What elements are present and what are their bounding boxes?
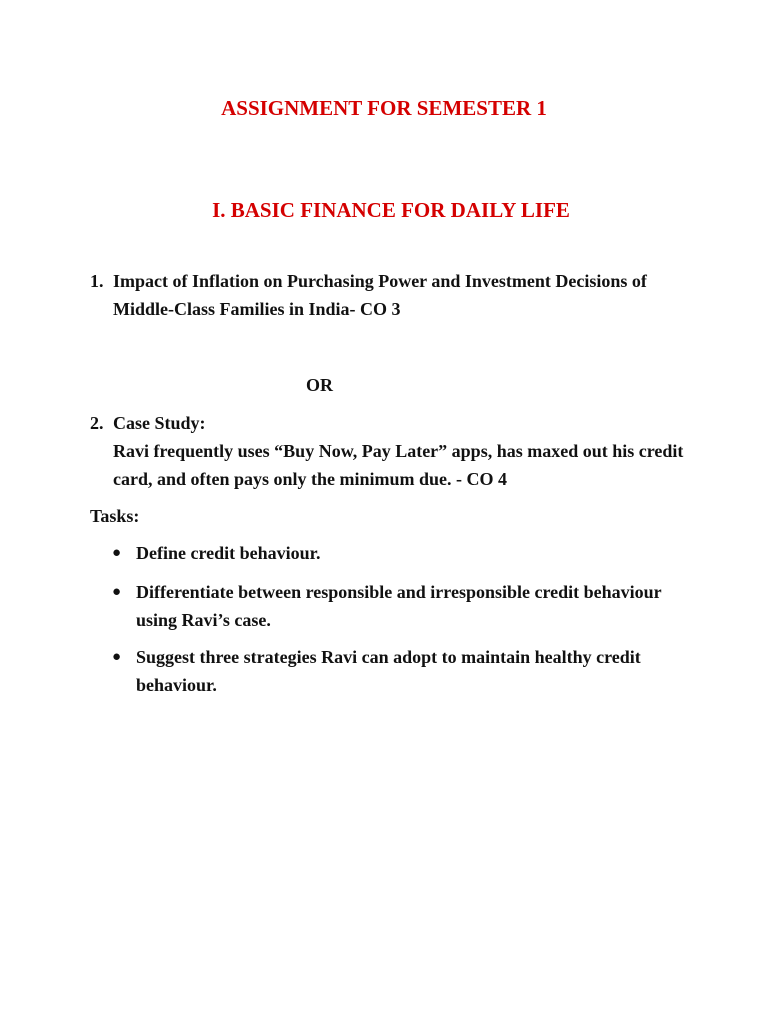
or-separator: OR: [306, 375, 333, 395]
bullet-icon: ●: [112, 649, 122, 665]
question-2-body: [113, 409, 690, 493]
task-item: [112, 539, 672, 567]
task-text: Suggest three strategies Ravi can adopt to maintain healthy credit behaviour.: [136, 647, 641, 695]
question-2: [90, 409, 690, 493]
bullet-icon: ●: [112, 584, 122, 600]
case-study-text: Ravi frequently uses “Buy Now, Pay Later” apps, has maxed out his credit card, and often pays only the minimum due. - CO 4: [113, 441, 684, 489]
task-item: [112, 578, 672, 634]
question-1-text: Impact of Inflation on Purchasing Power and Investment Decisions of Middle-Class Families in India- CO 3: [113, 271, 647, 319]
bullet-icon: ●: [112, 545, 122, 561]
case-study-heading: Case Study:: [113, 413, 206, 433]
section-title: I. BASIC FINANCE FOR DAILY LIFE: [212, 198, 570, 222]
task-text: Define credit behaviour.: [136, 543, 321, 563]
tasks-label: Tasks:: [90, 506, 140, 526]
question-1: [90, 267, 690, 323]
task-text: Differentiate between responsible and irresponsible credit behaviour using Ravi’s case.: [136, 582, 662, 630]
task-item: [112, 643, 672, 699]
question-2-number: 2.: [90, 413, 104, 433]
question-1-number: 1.: [90, 271, 104, 291]
assignment-title: ASSIGNMENT FOR SEMESTER 1: [221, 96, 547, 120]
